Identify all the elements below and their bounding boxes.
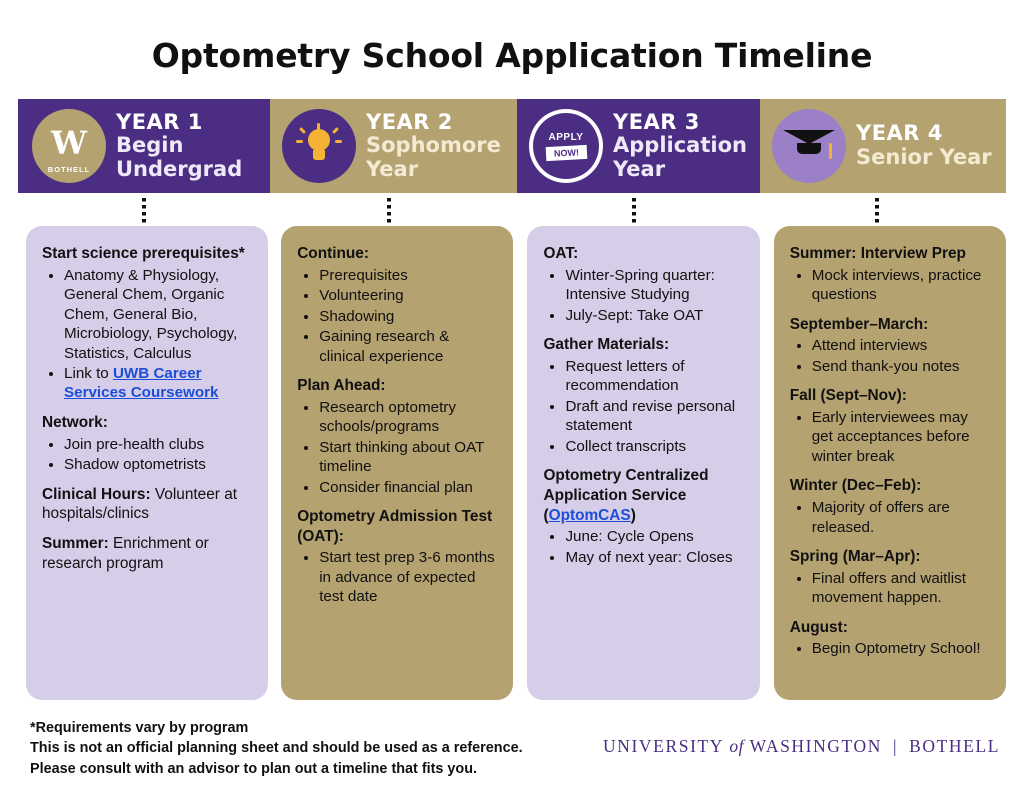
year-2-subtitle: Sophomore Year: [366, 133, 501, 181]
wordmark-university: UNIVERSITY: [603, 736, 724, 756]
year-1-subtitle: Begin Undergrad: [116, 133, 243, 181]
card2-block-oat: [297, 507, 497, 607]
wordmark-bothell: BOTHELL: [909, 736, 1000, 756]
card2-oat-heading: Optometry Admission Test (OAT):: [297, 507, 493, 545]
year-2-header: [270, 99, 517, 193]
card4-sept-march-heading: September–March:: [789, 315, 929, 333]
list-item: • Prerequisites: [319, 266, 497, 285]
card1-clinical-label: Clinical Hours:: [42, 485, 151, 503]
uw-bothell-w-logo-icon: [32, 109, 106, 183]
list-item: • Attend interviews: [812, 336, 990, 355]
timeline-cards: [18, 226, 1006, 700]
lightbulb-shape: [299, 123, 339, 169]
year-3-card: [527, 226, 759, 700]
card1-block-clinical: [42, 485, 252, 524]
card4-fall-heading: Fall (Sept–Nov):: [789, 387, 907, 405]
optomcas-link[interactable]: OptomCAS: [548, 506, 631, 524]
year-1-card: [26, 226, 268, 700]
list-item: • Majority of offers are released.: [812, 498, 990, 537]
list-item: • May of next year: Closes: [565, 548, 743, 567]
card4-august-heading: August:: [789, 618, 848, 636]
year-4-card: [774, 226, 1006, 700]
wordmark-washington: WASHINGTON: [749, 736, 882, 756]
list-item: • Early interviewees may get acceptances before winter break: [812, 408, 990, 466]
card3-optomcas-suffix: ): [630, 506, 636, 524]
year-2-card: [281, 226, 513, 700]
list-item: [64, 364, 252, 403]
list-item: • June: Cycle Opens: [565, 527, 743, 546]
footnote-line-3: Please consult with an advisor to plan out a timeline that fits you.: [30, 760, 477, 777]
apply-badge-bottom-text: NOW!: [545, 145, 587, 161]
card1-clinical-rest: Volunteer at hospitals/clinics: [42, 485, 238, 523]
card1-block-prereqs: [42, 244, 252, 403]
page-title: Optometry School Application Timeline: [151, 36, 873, 75]
card1-network-heading: Network:: [42, 413, 108, 431]
card2-block-continue: [297, 244, 497, 366]
apply-now-badge-icon: [529, 109, 603, 183]
year-1-label: [116, 111, 270, 182]
card1-clinical-text: [42, 485, 252, 524]
card1-prereqs-heading: Start science prerequisites*: [42, 245, 245, 262]
wordmark-divider: |: [892, 736, 899, 756]
year-3-number: YEAR 3: [613, 109, 700, 134]
connector-dots-4: [875, 198, 879, 224]
list-item: • Winter-Spring quarter: Intensive Studying: [565, 266, 743, 305]
card4-block-summer: [790, 244, 990, 305]
year-header-band: [18, 99, 1006, 193]
card2-plan-heading: Plan Ahead:: [297, 376, 386, 394]
list-item: • Anatomy & Physiology, General Chem, Organic Chem, General Bio, Microbiology, Psychology, Statistics, Calculus: [64, 266, 252, 363]
card1-block-summer: [42, 534, 252, 573]
list-item: • Shadow optometrists: [64, 455, 252, 474]
list-item: • Mock interviews, practice questions: [812, 266, 990, 305]
uw-bothell-wordmark: [603, 736, 1000, 757]
connector-dots-3: [632, 198, 636, 224]
year-2-label: [366, 111, 517, 182]
graduation-cap-icon: [772, 109, 846, 183]
list-item: • Join pre-health clubs: [64, 435, 252, 454]
connector-dots-2: [387, 198, 391, 224]
list-item: • Research optometry schools/programs: [319, 398, 497, 437]
year-4-subtitle: Senior Year: [856, 145, 992, 169]
card4-block-sept-march: [790, 315, 990, 377]
list-item: • Start thinking about OAT timeline: [319, 438, 497, 477]
list-item: • Final offers and waitlist movement happen.: [812, 569, 990, 608]
list-item: • Send thank-you notes: [812, 357, 990, 376]
list-item: • Collect transcripts: [565, 437, 743, 456]
list-item: • Shadowing: [319, 307, 497, 326]
year-3-label: [613, 111, 760, 182]
card3-optomcas-heading: [543, 466, 743, 525]
card4-block-fall: [790, 386, 990, 466]
list-item: • Consider financial plan: [319, 478, 497, 497]
apply-now-badge-shape: [531, 111, 601, 181]
card1-block-network: [42, 413, 252, 475]
list-item: • Request letters of recommendation: [565, 357, 743, 396]
year-3-header: [517, 99, 760, 193]
card1-summer-rest: Enrichment or research program: [42, 534, 209, 572]
list-item: • Draft and revise personal statement: [565, 397, 743, 436]
year-4-header: [760, 99, 1006, 193]
year-4-number: YEAR 4: [856, 121, 943, 146]
connector-dots-1: [142, 198, 146, 224]
card4-block-spring: [790, 547, 990, 608]
apply-badge-top-text: APPLY: [548, 132, 584, 143]
link-prefix: Link to: [64, 364, 113, 382]
wordmark-of: of: [729, 736, 744, 756]
card2-block-plan: [297, 376, 497, 497]
year-4-label: [856, 122, 992, 169]
w-logo-letter: W: [51, 124, 87, 162]
card4-spring-heading: Spring (Mar–Apr):: [789, 547, 921, 565]
graduation-cap-shape: [783, 126, 835, 166]
list-item: • Volunteering: [319, 286, 497, 305]
list-item: • Begin Optometry School!: [812, 639, 990, 658]
card4-block-august: [790, 618, 990, 659]
w-logo-sub: BOTHELL: [47, 165, 91, 174]
card3-materials-heading: Gather Materials:: [543, 336, 670, 354]
card3-oat-heading: OAT:: [543, 245, 579, 262]
footnote-line-1: *Requirements vary by program: [30, 720, 249, 736]
lightbulb-icon: [282, 109, 356, 183]
card3-block-materials: [543, 335, 743, 456]
card3-optomcas-prefix: Optometry Centralized Application Service (: [543, 467, 709, 524]
card1-summer-text: [42, 534, 252, 573]
list-item: • July-Sept: Take OAT: [565, 306, 743, 325]
card4-winter-heading: Winter (Dec–Feb):: [789, 477, 922, 495]
year-1-header: [18, 99, 270, 193]
footnote-line-2: This is not an official planning sheet and should be used as a reference.: [30, 740, 523, 757]
card4-block-winter: [790, 476, 990, 537]
list-item: • Gaining research & clinical experience: [319, 327, 497, 366]
card1-summer-label: Summer:: [42, 534, 109, 552]
year-1-number: YEAR 1: [116, 109, 203, 134]
list-item: • Start test prep 3-6 months in advance of expected test date: [319, 548, 497, 606]
card3-block-optomcas: [543, 466, 743, 567]
card2-continue-heading: Continue:: [297, 245, 369, 262]
card3-block-oat: [543, 244, 743, 325]
year-2-number: YEAR 2: [366, 109, 453, 134]
uwb-career-services-link[interactable]: UWB Career Services Coursework: [64, 364, 219, 402]
year-3-subtitle: Application Year: [613, 133, 747, 181]
card4-summer-heading: Summer: Interview Prep: [789, 245, 966, 262]
footnote: [30, 718, 523, 779]
